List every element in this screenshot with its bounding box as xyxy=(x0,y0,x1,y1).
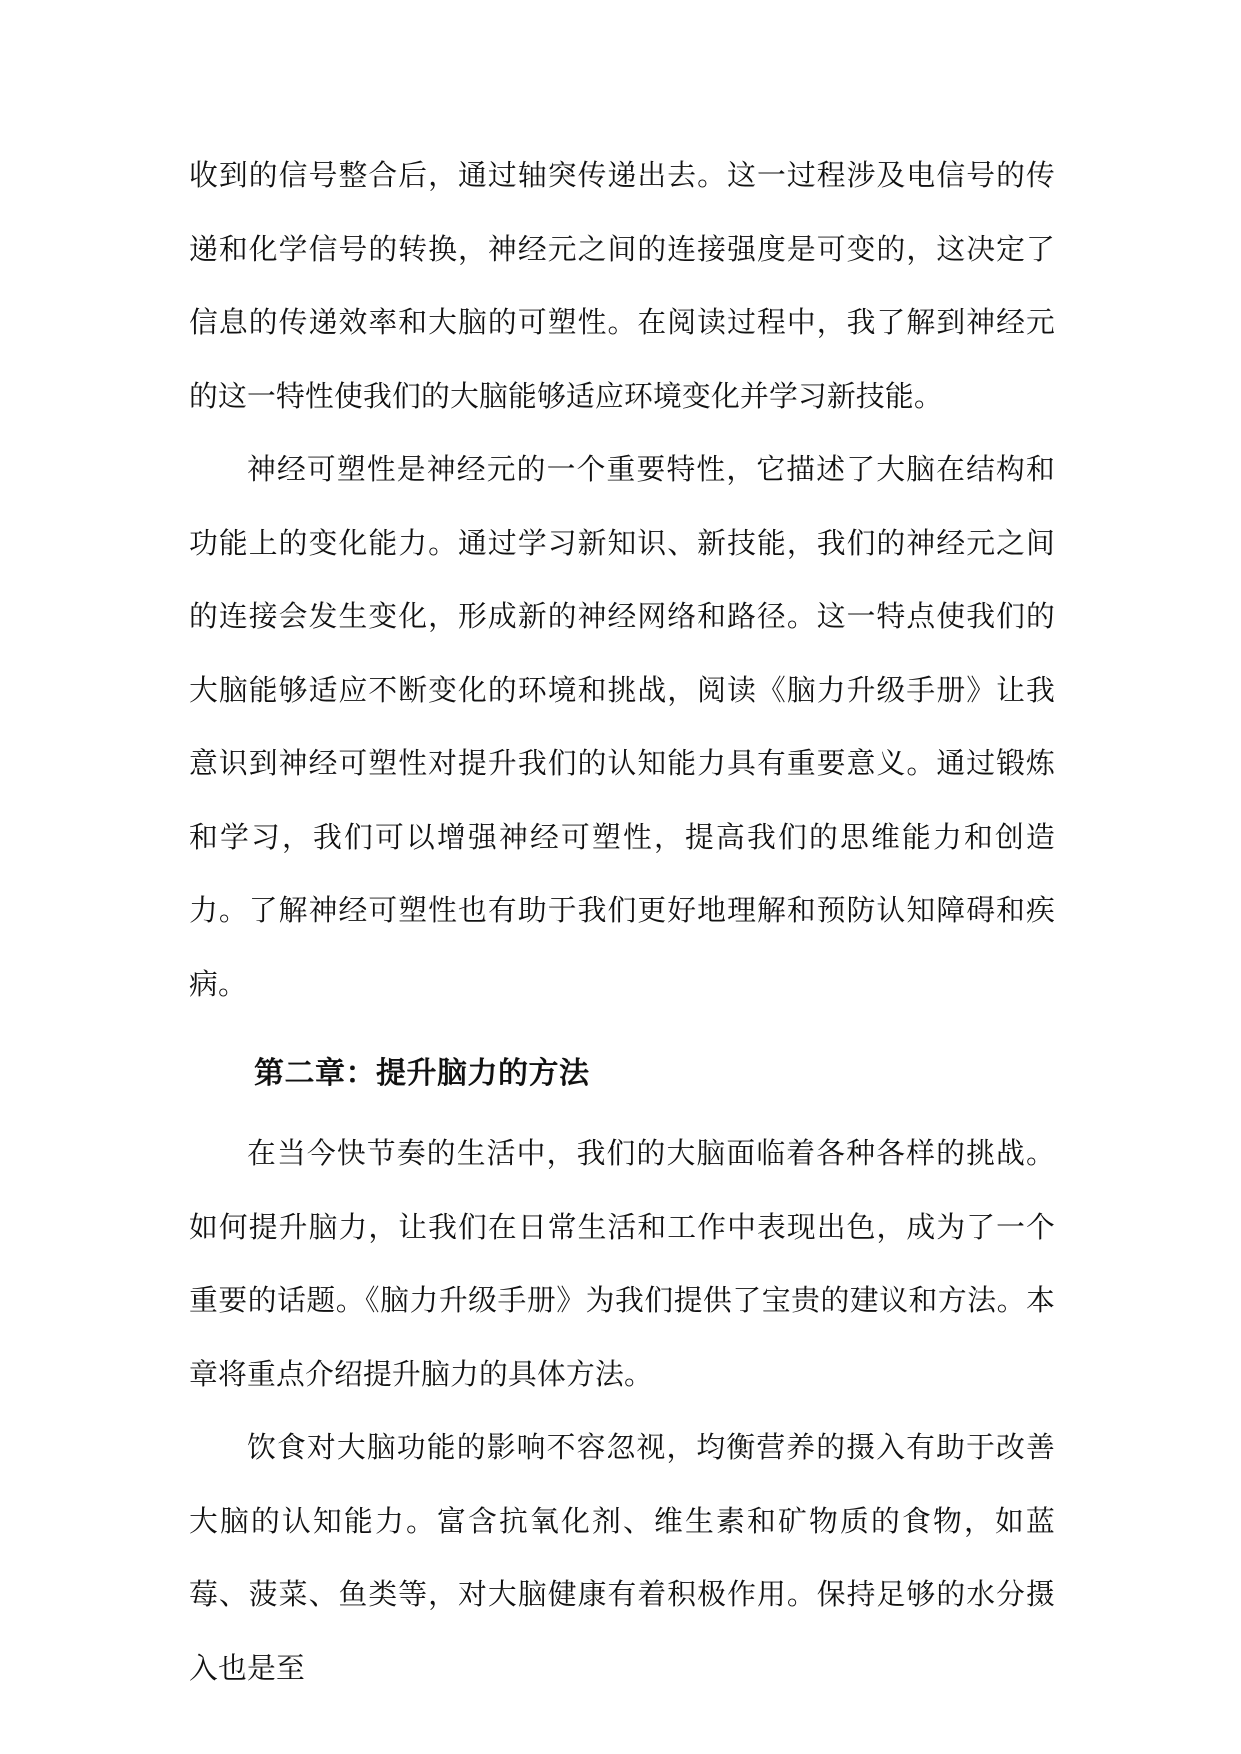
paragraph-diet: 饮食对大脑功能的影响不容忽视，均衡营养的摄入有助于改善大脑的认知能力。富含抗氧化剂、维生素和矿物质的食物，如蓝莓、菠菜、鱼类等，对大脑健康有着积极作用。保持足够的水分摄入也是至 xyxy=(189,1430,1055,1685)
chapter-title: 第二章：提升脑力的方法 xyxy=(254,1056,590,1091)
paragraph-neuron-signal: 收到的信号整合后，通过轴突传递出去。这一过程涉及电信号的传递和化学信号的转换，神经元之间的连接强度是可变的，这决定了信息的传递效率和大脑的可塑性。在阅读过程中，我了解到神经元的这一特性使我们的大脑能够适应环境变化并学习新技能。 xyxy=(189,158,1055,413)
paragraph-chapter-intro: 在当今快节奏的生活中，我们的大脑面临着各种各样的挑战。如何提升脑力，让我们在日常生活和工作中表现出色，成为了一个重要的话题。《脑力升级手册》为我们提供了宝贵的建议和方法。本章将重点介绍提升脑力的具体方法。 xyxy=(189,1136,1055,1391)
paragraph-neuroplasticity: 神经可塑性是神经元的一个重要特性，它描述了大脑在结构和功能上的变化能力。通过学习新知识、新技能，我们的神经元之间的连接会发生变化，形成新的神经网络和路径。这一特点使我们的大脑能够适应不断变化的环境和挑战，阅读《脑力升级手册》让我意识到神经可塑性对提升我们的认知能力具有重要意义。通过锻炼和学习，我们可以增强神经可塑性，提高我们的思维能力和创造力。了解神经可塑性也有助于我们更好地理解和预防认知障碍和疾病。 xyxy=(189,452,1055,1001)
document-body xyxy=(189,139,1055,1705)
